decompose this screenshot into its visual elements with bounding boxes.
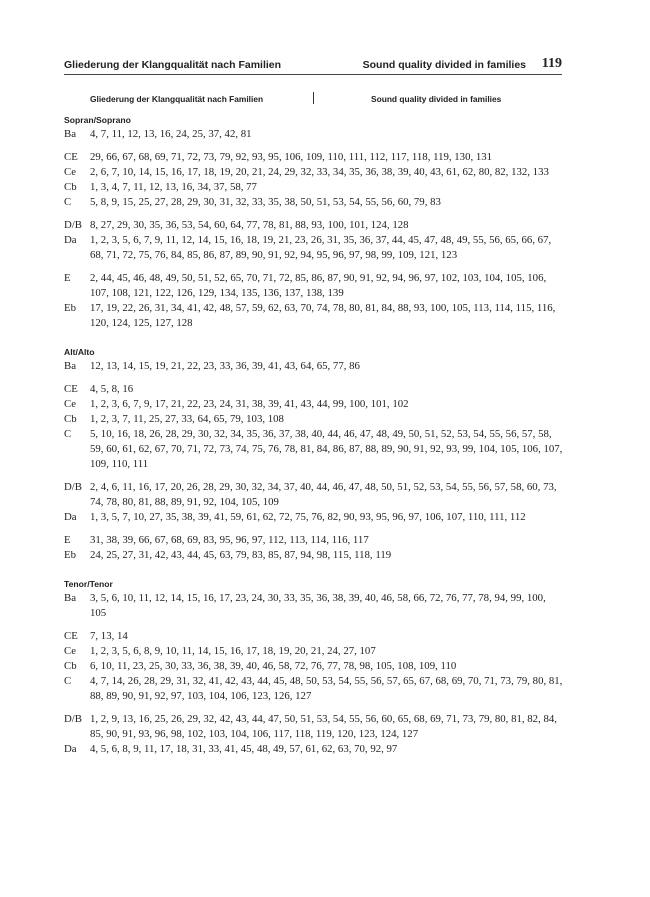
- entry-label: Ba: [64, 128, 76, 140]
- group-spacer: [64, 472, 564, 480]
- list-item: [64, 359, 564, 374]
- list-item: [64, 412, 564, 427]
- entry-label: Eb: [64, 302, 76, 314]
- column-heading-right: Sound quality divided in families: [371, 94, 502, 104]
- entry-values: 1, 2, 3, 5, 6, 8, 9, 10, 11, 14, 15, 16, 17, 18, 19, 20, 21, 24, 27, 107: [90, 645, 376, 657]
- list-item: [64, 480, 564, 510]
- entry-label: E: [64, 534, 71, 546]
- page-number: 119: [541, 56, 562, 71]
- entry-label: C: [64, 428, 72, 440]
- running-header-left: Gliederung der Klangqualität nach Familien: [64, 59, 282, 71]
- entry-label: Da: [64, 743, 77, 755]
- list-item: [64, 150, 564, 165]
- entry-label: Cb: [64, 413, 77, 425]
- column-heading-left: Gliederung der Klangqualität nach Familien: [90, 94, 264, 104]
- list-item: [64, 427, 564, 472]
- entry-values: 12, 13, 14, 15, 19, 21, 22, 23, 33, 36, 39, 41, 43, 64, 65, 77, 86: [90, 360, 360, 372]
- section-title: Tenor/Tenor: [64, 579, 113, 589]
- column-heading-divider: [313, 92, 314, 104]
- entry-values: 4, 7, 14, 26, 28, 29, 31, 32, 41, 42, 43, 44, 45, 48, 50, 53, 54, 55, 56, 57, 65, 67, 68, 69, 70, 71, 73, 79, 80, 81, 88, 89, 90, 91, 92, 97, 103, 104, 106, 123, 126, 127: [90, 675, 563, 702]
- entry-values: 1, 3, 5, 7, 10, 27, 35, 38, 39, 41, 59, 61, 62, 72, 75, 76, 82, 90, 93, 95, 96, 97, 106, 107, 110, 111, 112: [90, 511, 526, 523]
- entry-label: CE: [64, 383, 78, 395]
- list-item: [64, 195, 564, 210]
- section-title: Sopran/Soprano: [64, 115, 131, 125]
- entry-values: 3, 5, 6, 10, 11, 12, 14, 15, 16, 17, 23, 24, 30, 33, 35, 36, 38, 39, 40, 46, 58, 66, 72, 76, 77, 78, 94, 99, 100, 105: [90, 592, 546, 619]
- entry-values: 1, 2, 3, 5, 6, 7, 9, 11, 12, 14, 15, 16, 18, 19, 21, 23, 26, 31, 35, 36, 37, 44, 45, 47, 48, 49, 55, 56, 65, 66, 67, 68, 71, 72, 75, 76, 84, 85, 86, 87, 89, 90, 91, 92, 94, 95, 96, 97, 98, 99, 109, 121, 123: [90, 234, 552, 261]
- entry-label: Eb: [64, 549, 76, 561]
- entry-label: CE: [64, 151, 78, 163]
- entry-label: D/B: [64, 219, 82, 231]
- entry-label: Ce: [64, 166, 76, 178]
- list-item: [64, 659, 564, 674]
- entry-values: 1, 2, 3, 7, 11, 25, 27, 33, 64, 65, 79, 103, 108: [90, 413, 284, 425]
- list-item: [64, 301, 564, 331]
- list-item: [64, 382, 564, 397]
- entry-values: 4, 5, 6, 8, 9, 11, 17, 18, 31, 33, 41, 45, 48, 49, 57, 61, 62, 63, 70, 92, 97: [90, 743, 398, 755]
- entry-values: 24, 25, 27, 31, 42, 43, 44, 45, 63, 79, 83, 85, 87, 94, 98, 115, 118, 119: [90, 549, 392, 561]
- running-header-right: Sound quality divided in families: [362, 59, 526, 71]
- entry-values: 5, 10, 16, 18, 26, 28, 29, 30, 32, 34, 35, 36, 37, 38, 40, 44, 46, 47, 48, 49, 50, 51, 52, 53, 54, 55, 56, 57, 58, 59, 60, 61, 62, 67, 70, 71, 72, 73, 74, 75, 76, 78, 81, 84, 86, 87, 88, 89, 90, 91, 92, 93, 99, 104, 105, 106, 107, 109, 110, 111: [90, 428, 563, 470]
- list-item: [64, 233, 564, 263]
- entry-label: Ba: [64, 592, 76, 604]
- list-item: [64, 397, 564, 412]
- entry-values: 1, 2, 9, 13, 16, 25, 26, 29, 32, 42, 43, 44, 47, 50, 51, 53, 54, 55, 56, 60, 65, 68, 69, 71, 73, 79, 80, 81, 82, 84, 85, 90, 91, 93, 96, 98, 102, 103, 104, 106, 117, 118, 119, 120, 123, 124, 127: [90, 713, 557, 740]
- entry-label: Ba: [64, 360, 76, 372]
- entry-label: E: [64, 272, 71, 284]
- entry-label: Ce: [64, 645, 76, 657]
- list-item: [64, 591, 564, 621]
- list-item: [64, 180, 564, 195]
- entry-label: CE: [64, 630, 78, 642]
- entry-values: 31, 38, 39, 66, 67, 68, 69, 83, 95, 96, 97, 112, 113, 114, 116, 117: [90, 534, 369, 546]
- group-spacer: [64, 210, 564, 218]
- entry-label: D/B: [64, 481, 82, 493]
- entry-label: C: [64, 196, 72, 208]
- entry-values: 2, 44, 45, 46, 48, 49, 50, 51, 52, 65, 70, 71, 72, 85, 86, 87, 90, 91, 92, 94, 96, 97, 102, 103, 104, 105, 106, 107, 108, 121, 122, 126, 129, 134, 135, 136, 137, 138, 139: [90, 272, 547, 299]
- list-item: [64, 510, 564, 525]
- running-header: [64, 58, 562, 75]
- list-item: [64, 271, 564, 301]
- group-spacer: [64, 525, 564, 533]
- list-item: [64, 742, 564, 757]
- family-list: [64, 113, 564, 757]
- group-spacer: [64, 263, 564, 271]
- entry-values: 4, 5, 8, 16: [90, 383, 134, 395]
- list-item: [64, 548, 564, 563]
- section-title: Alt/Alto: [64, 347, 95, 357]
- entry-label: C: [64, 675, 72, 687]
- entry-values: 8, 27, 29, 30, 35, 36, 53, 54, 60, 64, 77, 78, 81, 88, 93, 100, 101, 124, 128: [90, 219, 409, 231]
- list-item: [64, 712, 564, 742]
- entry-values: 1, 2, 3, 6, 7, 9, 17, 21, 22, 23, 24, 31, 38, 39, 41, 43, 44, 99, 100, 101, 102: [90, 398, 409, 410]
- group-spacer: [64, 142, 564, 150]
- group-spacer: [64, 621, 564, 629]
- group-spacer: [64, 374, 564, 382]
- entry-values: 2, 4, 6, 11, 16, 17, 20, 26, 28, 29, 30, 32, 34, 37, 40, 44, 46, 47, 48, 50, 51, 52, 53, 54, 55, 56, 57, 58, 60, 73, 74, 78, 80, 81, 88, 89, 91, 92, 104, 105, 109: [90, 481, 557, 508]
- entry-values: 17, 19, 22, 26, 31, 34, 41, 42, 48, 57, 59, 62, 63, 70, 74, 78, 80, 81, 84, 88, 93, 100, 105, 113, 114, 115, 116, 120, 124, 125, 127, 128: [90, 302, 556, 329]
- list-item: [64, 127, 564, 142]
- list-item: [64, 165, 564, 180]
- entry-label: Da: [64, 234, 77, 246]
- entry-values: 7, 13, 14: [90, 630, 128, 642]
- entry-label: Cb: [64, 181, 77, 193]
- entry-label: D/B: [64, 713, 82, 725]
- entry-label: Ce: [64, 398, 76, 410]
- list-item: [64, 644, 564, 659]
- entry-values: 5, 8, 9, 15, 25, 27, 28, 29, 30, 31, 32, 33, 35, 38, 50, 51, 53, 54, 55, 56, 60, 79, 83: [90, 196, 441, 208]
- entry-values: 1, 3, 4, 7, 11, 12, 13, 16, 34, 37, 58, 77: [90, 181, 257, 193]
- list-item: [64, 629, 564, 644]
- section-spacer: [64, 331, 564, 345]
- entry-values: 2, 6, 7, 10, 14, 15, 16, 17, 18, 19, 20, 21, 24, 29, 32, 33, 34, 35, 36, 38, 39, 40, 43, 61, 62, 80, 82, 132, 133: [90, 166, 549, 178]
- list-item: [64, 533, 564, 548]
- entry-label: Da: [64, 511, 77, 523]
- list-item: [64, 674, 564, 704]
- entry-values: 29, 66, 67, 68, 69, 71, 72, 73, 79, 92, 93, 95, 106, 109, 110, 111, 112, 117, 118, 119, 130, 131: [90, 151, 493, 163]
- entry-values: 6, 10, 11, 23, 25, 30, 33, 36, 38, 39, 40, 46, 58, 72, 76, 77, 78, 98, 105, 108, 109, 110: [90, 660, 457, 672]
- list-item: [64, 218, 564, 233]
- entry-label: Cb: [64, 660, 77, 672]
- section-spacer: [64, 563, 564, 577]
- group-spacer: [64, 704, 564, 712]
- entry-values: 4, 7, 11, 12, 13, 16, 24, 25, 37, 42, 81: [90, 128, 252, 140]
